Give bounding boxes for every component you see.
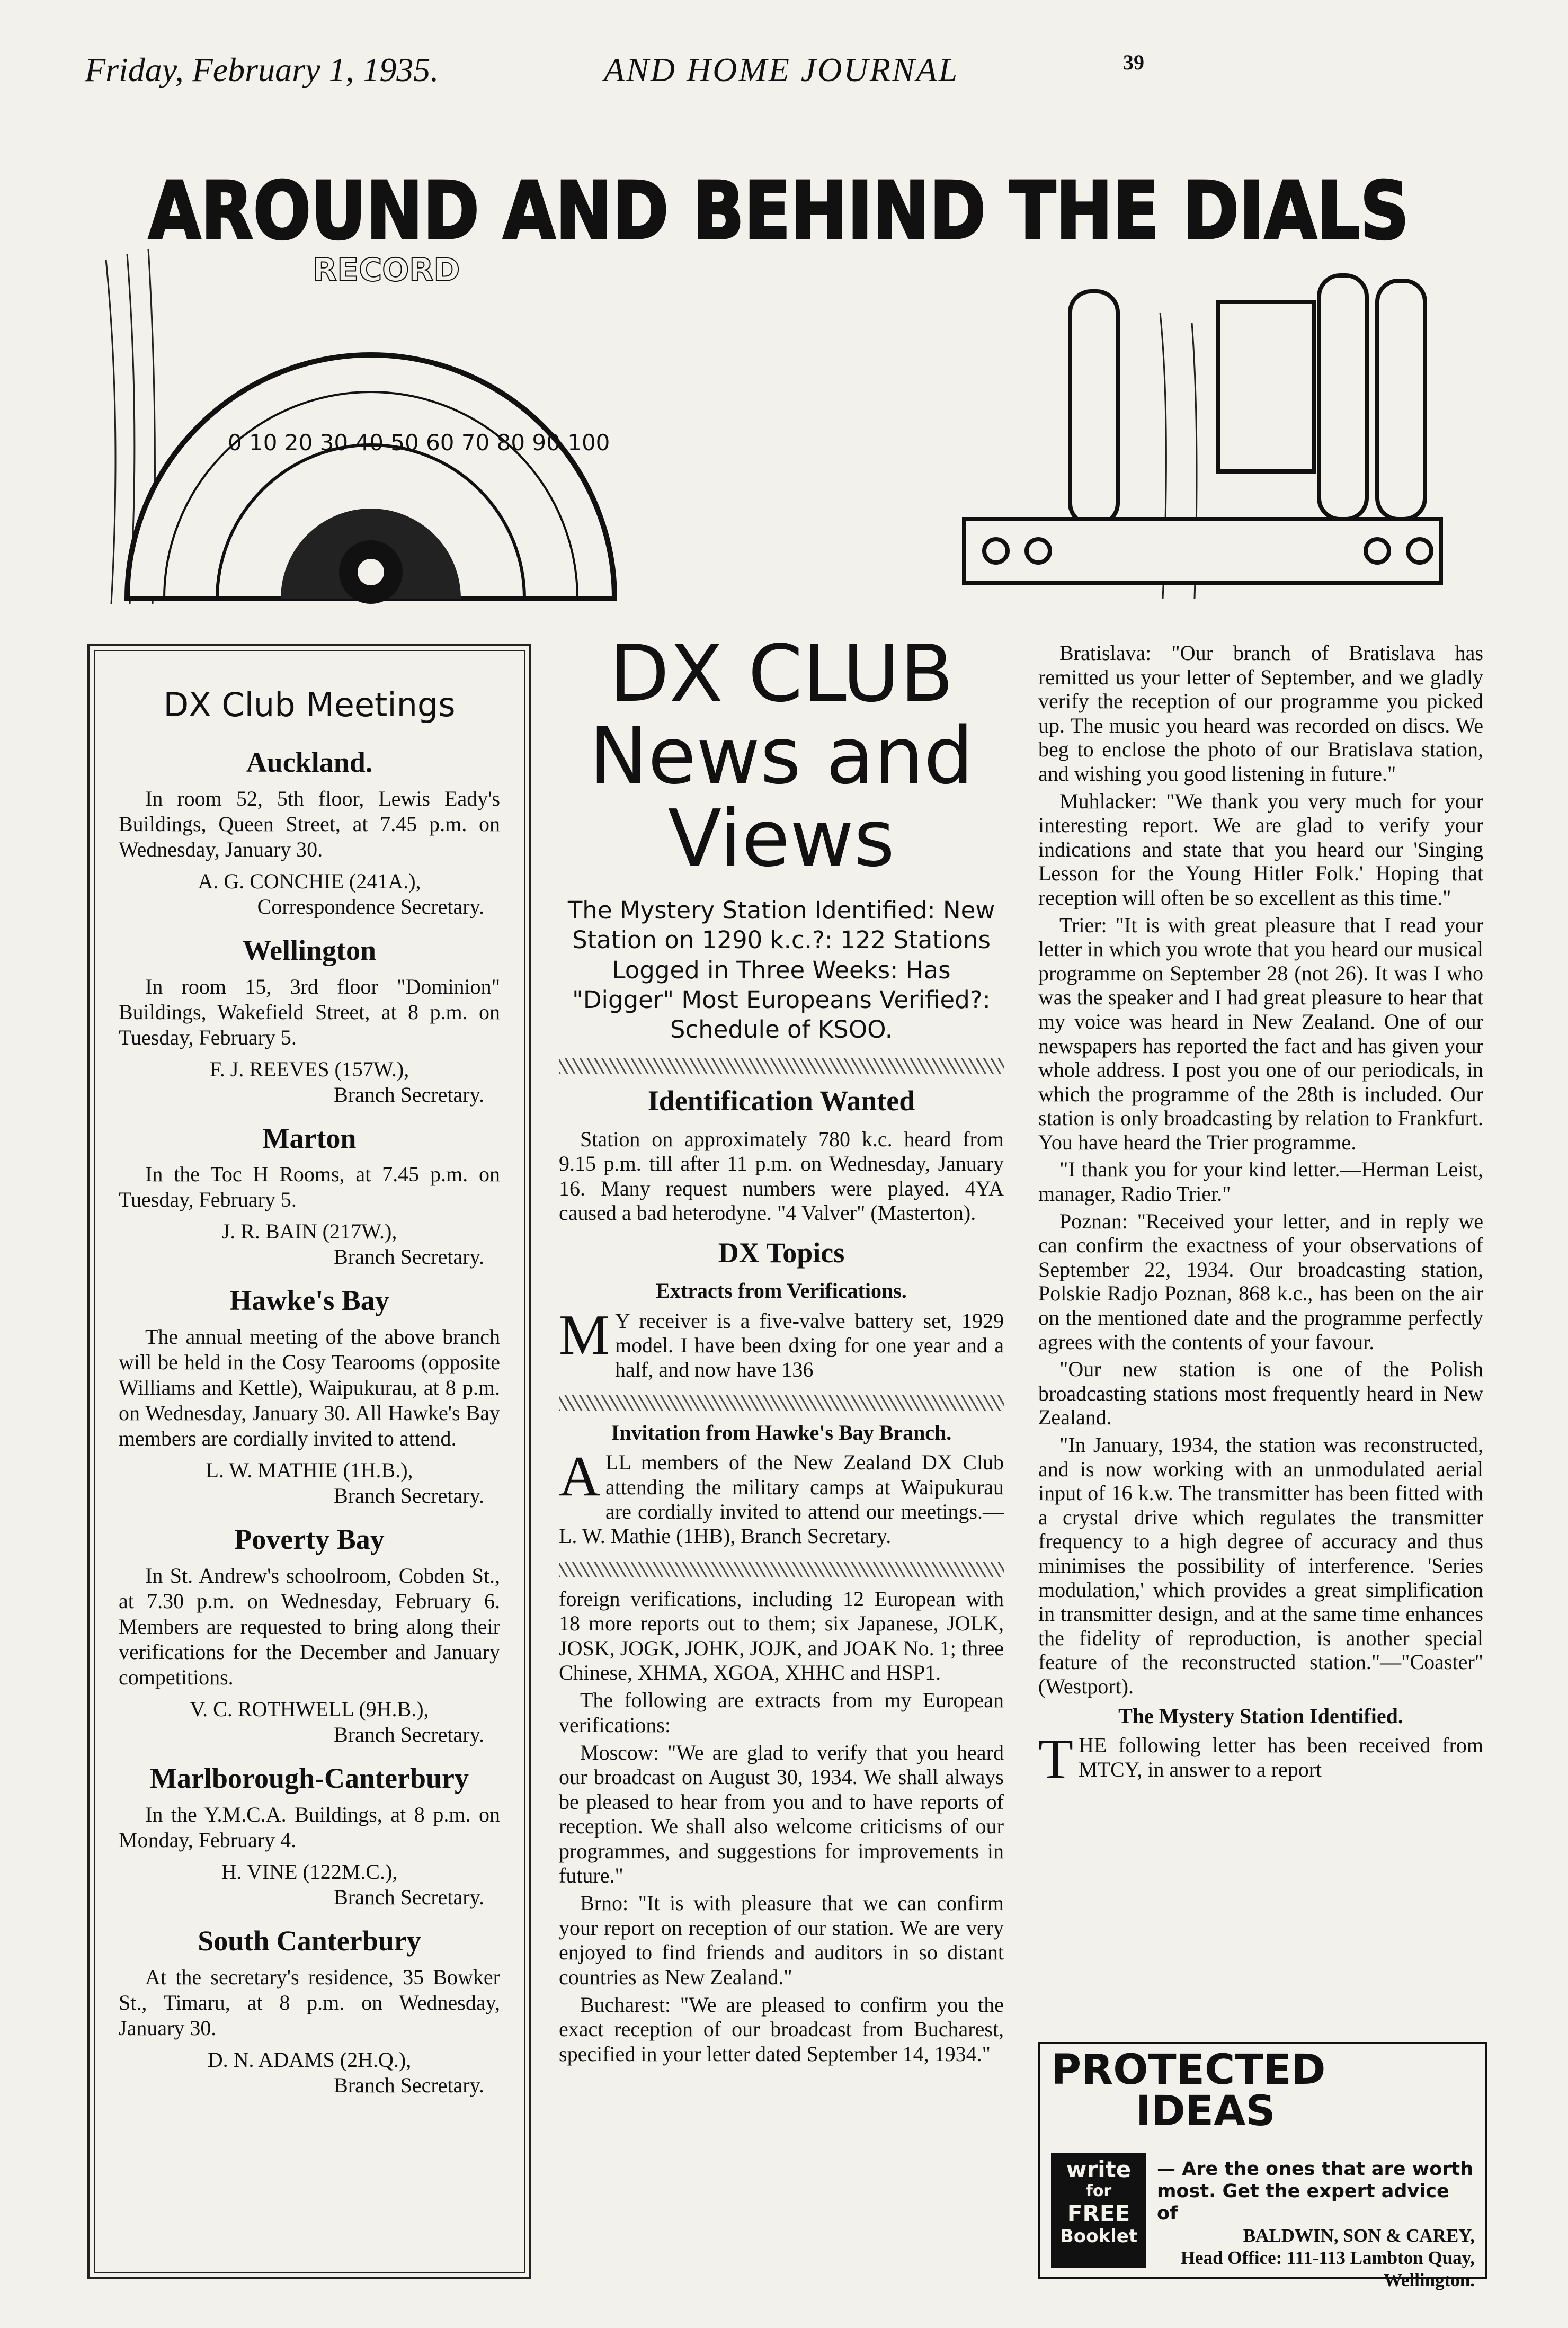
branch-heading: Hawke's Bay bbox=[229, 1285, 389, 1317]
ad-office: Head Office: 111-113 Lambton Quay, Wellington. bbox=[1180, 2247, 1475, 2290]
branch-secretary: J. R. BAIN (217W.), bbox=[221, 1219, 397, 1244]
ad-headline-2: IDEAS bbox=[1136, 2088, 1276, 2135]
branch-text: The annual meeting of the above branch will be held in the Cosy Tearooms (opposite Williams and Kettle), Waipukurau, at 8 p.m. on Wednesday, January 30. All Hawke's Bay members are cordially invited to attend. bbox=[119, 1325, 500, 1451]
meetings-list bbox=[90, 745, 529, 2098]
ad-write-4: Booklet bbox=[1059, 2226, 1138, 2247]
branch-text: In the Toc H Rooms, at 7.45 p.m. on Tuesday, February 5. bbox=[119, 1162, 500, 1212]
poznan-extract-2: "Our new station is one of the Polish broadcasting stations most frequently heard in New Zealand. bbox=[1038, 1357, 1483, 1430]
muhlacker-extract: Muhlacker: "We thank you very much for your interesting report. We are glad to verify your indications and state that you heard our 'Singing Lesson for the Young Hitler Folk.' Hoping that reception will often be so excellent as this time." bbox=[1038, 789, 1483, 909]
branch-role: Branch Secretary. bbox=[334, 1885, 484, 1909]
banner-title: AROUND AND BEHIND THE DIALS bbox=[148, 165, 1409, 257]
branch-heading: Marton bbox=[262, 1122, 357, 1154]
branch-role: Branch Secretary. bbox=[334, 1245, 484, 1269]
title-line-2: News and bbox=[589, 710, 974, 802]
branch-text: In room 52, 5th floor, Lewis Eady's Buildings, Queen Street, at 7.45 p.m. on Wednesday, January 30. bbox=[119, 786, 500, 861]
branch-heading: Marlborough-Canterbury bbox=[150, 1762, 469, 1794]
branch-secretary: V. C. ROTHWELL (9H.B.), bbox=[190, 1697, 429, 1721]
invitation-heading: Invitation from Hawke's Bay Branch. bbox=[611, 1420, 952, 1444]
branch-heading: Wellington bbox=[242, 934, 377, 966]
ad-write-2: for bbox=[1085, 2182, 1112, 2201]
trier-signoff: "I thank you for your kind letter.—Herman Leist, manager, Radio Trier." bbox=[1038, 1157, 1483, 1206]
branch-role: Correspondence Secretary. bbox=[257, 894, 484, 918]
wavy-divider bbox=[559, 1562, 1004, 1577]
branch-secretary: L. W. MATHIE (1H.B.), bbox=[206, 1458, 413, 1483]
invitation-body: LL members of the New Zealand DX Club attending the military camps at Waipukurau are cordially invited to attend our meetings.—L. W. Mathie (1HB), Branch Secretary. bbox=[559, 1450, 1004, 1548]
dx-topics-heading: DX Topics bbox=[718, 1236, 845, 1269]
branch-secretary: D. N. ADAMS (2H.Q.), bbox=[207, 2047, 412, 2072]
meetings-box bbox=[87, 644, 531, 2279]
ad-body bbox=[1157, 2158, 1475, 2291]
advertisement bbox=[1038, 2042, 1487, 2290]
branch-role: Branch Secretary. bbox=[334, 1082, 484, 1107]
ad-write-badge bbox=[1051, 2153, 1146, 2268]
moscow-extract: Moscow: "We are glad to verify that you heard our broadcast on August 30, 1934. We shall always be pleased to hear from you and to have reports of reception. We shall also welcome criticisms of our programmes, and suggestions for improvements in future." bbox=[559, 1741, 1004, 1888]
page-number: 39 bbox=[1123, 50, 1144, 74]
dial-scale-label: 0 10 20 30 40 50 60 70 80 90 100 bbox=[228, 430, 610, 456]
mystery-body: HE following letter has been received from MTCY, in answer to a report bbox=[1078, 1733, 1483, 1781]
branch-text: At the secretary's residence, 35 Bowker St., Timaru, at 8 p.m. on Wednesday, January 30. bbox=[119, 1965, 500, 2040]
drop-cap: T bbox=[1038, 1728, 1073, 1791]
meetings-title: DX Club Meetings bbox=[163, 685, 456, 724]
title-line-3: Views bbox=[667, 792, 895, 884]
branch-text: In St. Andrew's schoolroom, Cobden St., at 7.30 p.m. on Wednesday, February 6. Members are requested to bring along their verifications for the December and January competitions. bbox=[119, 1563, 500, 1689]
wavy-divider bbox=[559, 1395, 1004, 1411]
branch-secretary: F. J. REEVES (157W.), bbox=[209, 1057, 409, 1081]
issue-date: Friday, February 1, 1935. bbox=[85, 51, 439, 88]
drop-cap: A bbox=[559, 1445, 600, 1509]
banner-illustration bbox=[106, 154, 1451, 609]
trier-extract: Trier: "It is with great pleasure that I read your letter in which you wrote that you heard our musical programme on September 28 (not 26). It was I who was the speaker and I had great pleasure to hear that my voice was heard in New Zealand. One of our newspapers has reported the fact and has given your whole address. I post you one of our periodicals, in which the programme of the 28th is included. Our station is only broadcasting by relation to Frankfurt. You have heard the Trier programme. bbox=[1038, 913, 1483, 1154]
identification-text: Station on approximately 780 k.c. heard from 9.15 p.m. till after 11 p.m. on Wednesday, January 16. Many request numbers were played. 4YA caused a bad heterodyne. "4 Valver" (Masterton). bbox=[559, 1127, 1004, 1225]
branch-role: Branch Secretary. bbox=[334, 1484, 484, 1508]
right-column bbox=[1038, 641, 1483, 1791]
branch-heading: Poverty Bay bbox=[234, 1523, 385, 1556]
radio-valves-icon bbox=[964, 275, 1441, 583]
radio-dial-icon bbox=[127, 252, 614, 604]
branch-role: Branch Secretary. bbox=[334, 2073, 484, 2097]
identification-heading: Identification Wanted bbox=[647, 1085, 915, 1117]
branch-role: Branch Secretary. bbox=[334, 1722, 484, 1746]
mystery-heading: The Mystery Station Identified. bbox=[1118, 1703, 1403, 1728]
branch-heading: Auckland. bbox=[246, 746, 373, 778]
journal-name: AND HOME JOURNAL bbox=[604, 51, 959, 88]
brno-extract: Brno: "It is with pleasure that we can confirm your report on reception of our station. We are very enjoyed to find friends and auditors in so distant countries as New Zealand." bbox=[559, 1891, 1004, 1989]
ad-headline bbox=[1051, 2046, 1326, 2135]
branch-secretary: H. VINE (122M.C.), bbox=[221, 1859, 398, 1884]
mystery-text bbox=[1038, 1728, 1483, 1791]
article-subtitle: The Mystery Station Identified: New Station on 1290 k.c.?: 122 Stations Logged in Three Weeks: Has "Digger" Most Europeans Verified?: Schedule of KSOO. bbox=[567, 896, 995, 1044]
poznan-extract-3: "In January, 1934, the station was reconstructed, and is now working with an unmodulated aerial input of 16 k.w. The transmitter has been fitted with a crystal drive which regulates the transmitter frequency to a high degree of accuracy and thus minimises the possibility of interference. 'Series modulation,' which provides a great simplification in transmitter design, and at the same time enhances the fidelity of reproduction, is another special feature of the reconstructed station."—"Coaster" (Westport). bbox=[1038, 1433, 1483, 1698]
ad-firm: BALDWIN, SON & CAREY, bbox=[1243, 2225, 1475, 2246]
drop-cap: M bbox=[559, 1303, 610, 1367]
page-header bbox=[85, 50, 1483, 114]
topics-text bbox=[559, 1303, 1004, 1382]
extracts-subheading: Extracts from Verifications. bbox=[656, 1279, 907, 1303]
middle-column bbox=[559, 628, 1004, 2070]
branch-text: In the Y.M.C.A. Buildings, at 8 p.m. on Monday, February 4. bbox=[119, 1802, 500, 1852]
dial-record-label: RECORD bbox=[313, 252, 460, 289]
ad-write-3: FREE bbox=[1067, 2200, 1130, 2226]
continued-text: foreign verifications, including 12 European with 18 more reports out to them; six Japanese, JOLK, JOSK, JOGK, JOHK, JOJK, and JOAK No. 1; three Chinese, XHMA, XGOA, XHHC and HSP1. bbox=[559, 1586, 1004, 1684]
bucharest-extract: Bucharest: "We are pleased to confirm you the exact reception of our broadcast from Bucharest, specified in your letter dated September 14, 1934." bbox=[559, 1993, 1004, 2066]
bratislava-extract: Bratislava: "Our branch of Bratislava has remitted us your letter of September, and we gladly verify the reception of our programme you picked up. The music you heard was recorded on discs. We beg to enclose the photo of our Bratislava station, and wishing you good listening in future." bbox=[1038, 641, 1483, 786]
extracts-intro: The following are extracts from my European verifications: bbox=[559, 1688, 1004, 1737]
branch-heading: South Canterbury bbox=[198, 1924, 421, 1957]
title-line-1: DX CLUB bbox=[609, 628, 954, 719]
ad-headline-1: PROTECTED bbox=[1051, 2046, 1326, 2094]
ad-line-1: — Are the ones that are worth most. Get the expert advice of bbox=[1157, 2158, 1474, 2224]
poznan-extract: Poznan: "Received your letter, and in reply we can confirm the exactness of your observations of September 22, 1934. Our broadcasting station, Polskie Radjo Poznan, 868 k.c., has been on the air on the mentioned date and the programme perfectly agrees with the contents of your favour. bbox=[1038, 1209, 1483, 1354]
ad-write-1: write bbox=[1066, 2156, 1132, 2182]
branch-secretary: A. G. CONCHIE (241A.), bbox=[198, 869, 421, 893]
branch-text: In room 15, 3rd floor "Dominion" Buildings, Wakefield Street, at 8 p.m. on Tuesday, February 5. bbox=[119, 974, 500, 1049]
dx-club-title bbox=[559, 628, 1004, 884]
topics-body: Y receiver is a five-valve battery set, 1929 model. I have been dxing for one year and a half, and now have 136 bbox=[615, 1308, 1004, 1382]
wavy-divider bbox=[559, 1058, 1004, 1074]
invitation-text bbox=[559, 1445, 1004, 1549]
